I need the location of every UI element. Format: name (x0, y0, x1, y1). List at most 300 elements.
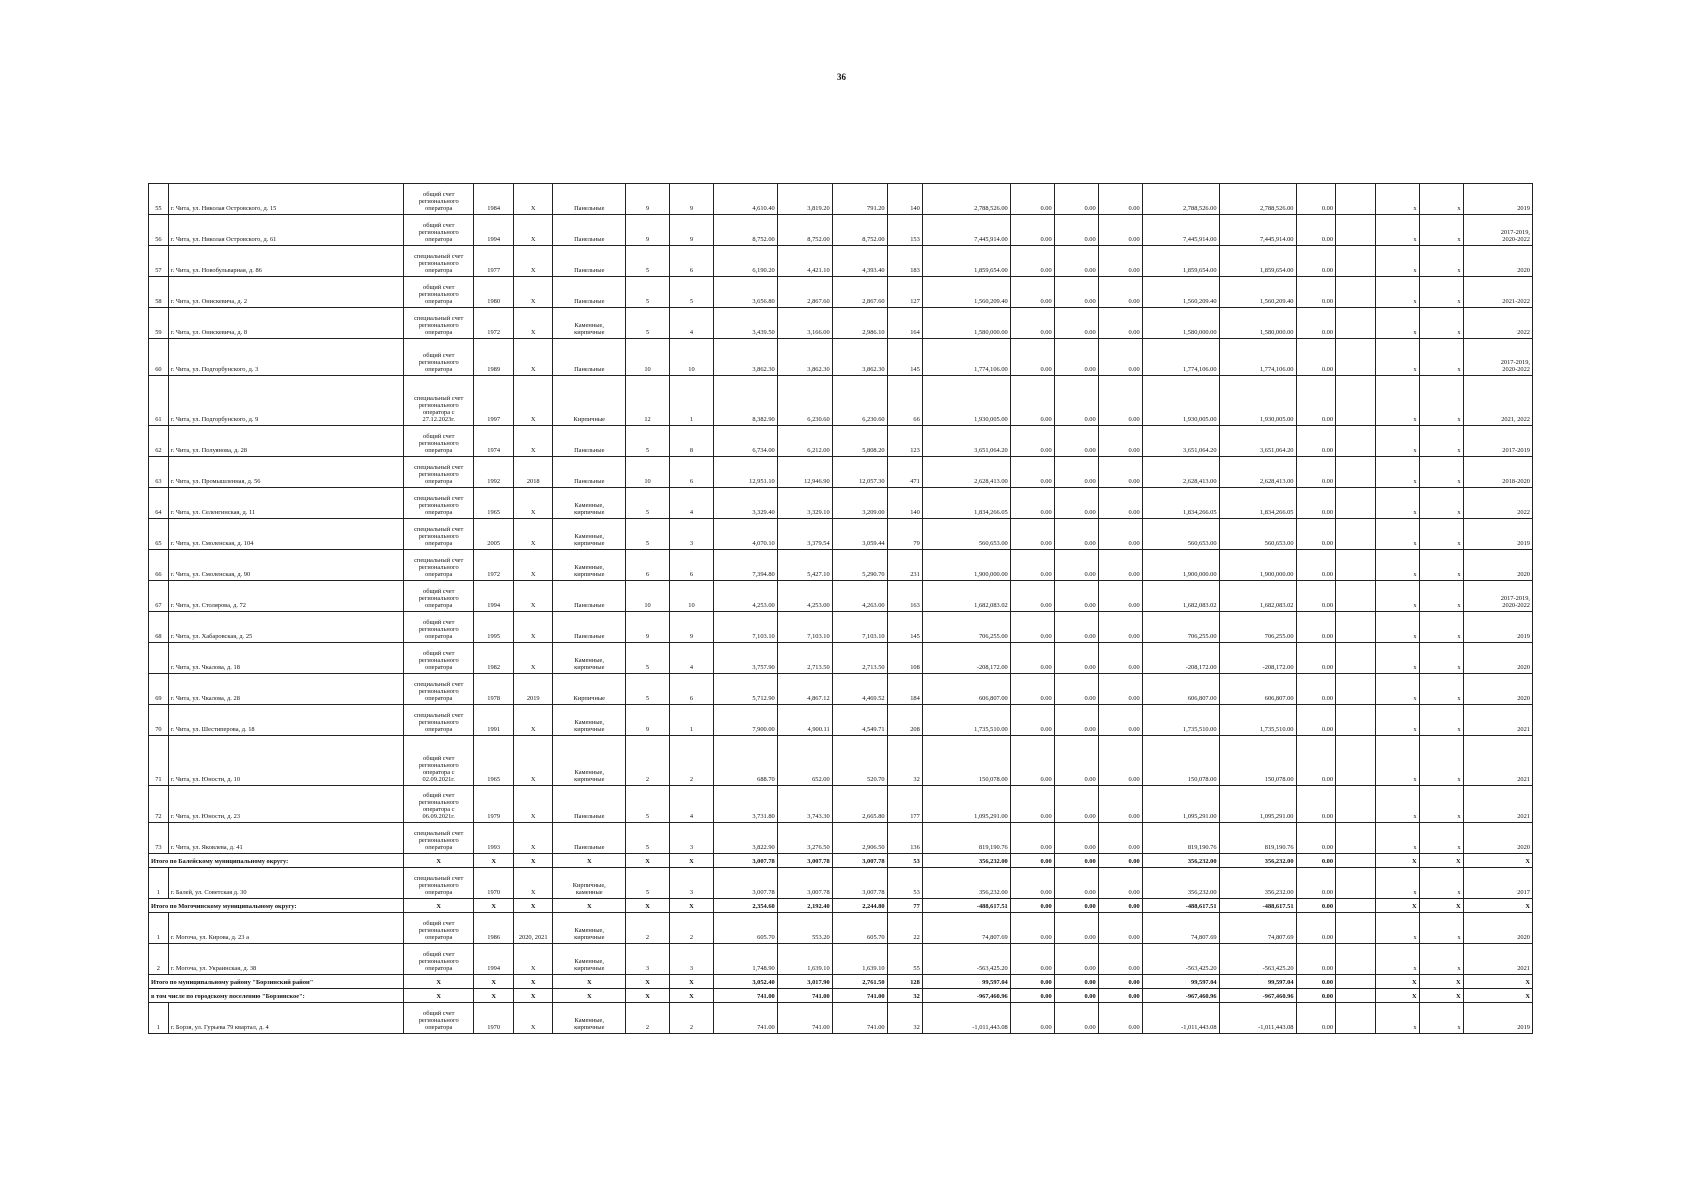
built-year: 1972 (474, 550, 514, 581)
cost-owners: 3,651,064.20 (1142, 426, 1219, 457)
line: 2020-2022 (1502, 236, 1530, 244)
premises-area: 2,713.50 (777, 643, 832, 674)
row-number: 1 (149, 1003, 169, 1034)
line: 2020 (1517, 844, 1530, 852)
cost-local: 0.00 (1098, 868, 1142, 899)
entrances: Х (670, 989, 714, 1003)
line: оператора (425, 236, 453, 244)
cost-regional: 0.00 (1054, 246, 1098, 277)
total-area: 3,862.30 (713, 339, 777, 376)
reconstruction-year: Х (513, 899, 553, 913)
living-area: 4,393.40 (832, 246, 887, 277)
line: Х (1525, 993, 1530, 1001)
total-area: 3,822.90 (713, 823, 777, 854)
total-label: Итого по муниципальному району "Борзинский район" (149, 975, 404, 989)
line: кирпичные (574, 1024, 605, 1032)
repair-years (1463, 488, 1532, 519)
line: Каменные, (574, 657, 604, 665)
cost-local: 0.00 (1098, 376, 1142, 426)
line: Каменные, (574, 719, 604, 727)
repair-years (1463, 989, 1532, 1003)
line: оператора (425, 889, 453, 897)
floors: 9 (626, 215, 670, 246)
fund-method (404, 519, 474, 550)
entrances: 1 (670, 376, 714, 426)
cost-col10: х (1419, 308, 1463, 339)
premises-area: 3,007.78 (777, 868, 832, 899)
table-row (149, 944, 1533, 975)
house-address: г. Чита, ул. Юности, д. 23 (168, 786, 403, 823)
row-number: 63 (149, 457, 169, 488)
cost-col9: х (1375, 550, 1419, 581)
cost-local: 0.00 (1098, 705, 1142, 736)
wall-material (553, 736, 626, 786)
total-area: 7,900.00 (713, 705, 777, 736)
line: Х (1525, 903, 1530, 911)
living-area: 7,103.10 (832, 612, 887, 643)
built-year: 1993 (474, 823, 514, 854)
cost-local: 0.00 (1098, 308, 1142, 339)
living-area: 6,230.60 (832, 376, 887, 426)
repair-years (1463, 899, 1532, 913)
premises-area: 4,253.00 (777, 581, 832, 612)
line: Х (436, 979, 441, 987)
entrances: 2 (670, 736, 714, 786)
entrances: Х (670, 899, 714, 913)
entrances: 6 (670, 246, 714, 277)
residents: 55 (887, 944, 922, 975)
fund-method (404, 426, 474, 457)
cost-other: 0.00 (1296, 854, 1336, 868)
total-area: 3,007.78 (713, 868, 777, 899)
cost-owners: 1,930,005.00 (1142, 376, 1219, 426)
cost-total: -967,460.96 (922, 989, 1010, 1003)
cost-col8 (1336, 308, 1376, 339)
line: регионального (418, 291, 459, 299)
line: Каменные, (574, 958, 604, 966)
repair-years (1463, 339, 1532, 376)
row-number: 1 (149, 868, 169, 899)
premises-area: 3,276.50 (777, 823, 832, 854)
entrances: 10 (670, 581, 714, 612)
total-area: 4,610.40 (713, 184, 777, 215)
repair-years (1463, 246, 1532, 277)
line: регионального (418, 657, 459, 665)
table-row (149, 913, 1533, 944)
cost-local: 0.00 (1098, 975, 1142, 989)
table-row (149, 868, 1533, 899)
repair-years (1463, 786, 1532, 823)
cost-fund: 356,232.00 (1219, 868, 1296, 899)
cost-fund: -488,617.51 (1219, 899, 1296, 913)
line: Панельные (574, 298, 605, 306)
cost-col10: Х (1419, 854, 1463, 868)
capital-repair-register-table (148, 183, 1533, 1034)
repair-years (1463, 376, 1532, 426)
line: Каменные, (574, 564, 604, 572)
built-year: 1978 (474, 674, 514, 705)
living-area: 5,290.70 (832, 550, 887, 581)
row-number: 65 (149, 519, 169, 550)
cost-other: 0.00 (1296, 581, 1336, 612)
line: регионального (418, 958, 459, 966)
row-number: 59 (149, 308, 169, 339)
row-number: 2 (149, 944, 169, 975)
entrances: 4 (670, 643, 714, 674)
cost-owners: 1,682,083.02 (1142, 581, 1219, 612)
fund-method (404, 854, 474, 868)
living-area: 2,244.80 (832, 899, 887, 913)
line: общий счет (423, 951, 455, 959)
cost-fund: -967,460.96 (1219, 989, 1296, 1003)
living-area: 791.20 (832, 184, 887, 215)
cost-local: 0.00 (1098, 786, 1142, 823)
line: Панельные (574, 447, 605, 455)
cost-col9: х (1375, 215, 1419, 246)
cost-col10: х (1419, 550, 1463, 581)
line: 2019 (1517, 633, 1530, 641)
cost-regional: 0.00 (1054, 989, 1098, 1003)
cost-other: 0.00 (1296, 457, 1336, 488)
reconstruction-year: Х (513, 215, 553, 246)
living-area: 2,906.50 (832, 823, 887, 854)
cost-col8 (1336, 550, 1376, 581)
reconstruction-year: Х (513, 612, 553, 643)
reconstruction-year: Х (513, 308, 553, 339)
line: Панельные (574, 205, 605, 213)
cost-fund: -208,172.00 (1219, 643, 1296, 674)
cost-col8 (1336, 674, 1376, 705)
cost-other: 0.00 (1296, 913, 1336, 944)
floors: 10 (626, 581, 670, 612)
built-year: 1995 (474, 612, 514, 643)
entrances: 6 (670, 550, 714, 581)
residents: 145 (887, 612, 922, 643)
reconstruction-year: Х (513, 868, 553, 899)
line: регионального (418, 533, 459, 541)
cost-other: 0.00 (1296, 426, 1336, 457)
cost-total: 2,788,526.00 (922, 184, 1010, 215)
built-year: 2005 (474, 519, 514, 550)
cost-fund: 1,774,106.00 (1219, 339, 1296, 376)
line: 2021-2022 (1502, 298, 1530, 306)
total-area: 688.70 (713, 736, 777, 786)
wall-material (553, 277, 626, 308)
cost-regional: 0.00 (1054, 339, 1098, 376)
cost-regional: 0.00 (1054, 308, 1098, 339)
wall-material (553, 643, 626, 674)
line: специальный счет (414, 395, 464, 403)
fund-method (404, 868, 474, 899)
repair-years (1463, 975, 1532, 989)
line: оператора (425, 633, 453, 641)
floors: 2 (626, 913, 670, 944)
repair-years (1463, 519, 1532, 550)
cost-col10: х (1419, 246, 1463, 277)
line: 2020 (1517, 571, 1530, 579)
wall-material (553, 246, 626, 277)
cost-total: -488,617.51 (922, 899, 1010, 913)
cost-fund: 7,445,914.00 (1219, 215, 1296, 246)
cost-regional: 0.00 (1054, 376, 1098, 426)
line: Каменные, (574, 769, 604, 777)
cost-regional: 0.00 (1054, 899, 1098, 913)
cost-col10: х (1419, 581, 1463, 612)
cost-regional: 0.00 (1054, 786, 1098, 823)
cost-total: 1,560,209.40 (922, 277, 1010, 308)
house-address: г. Чита, ул. Подгорбунского, д. 9 (168, 376, 403, 426)
cost-federal: 0.00 (1010, 786, 1054, 823)
residents: 32 (887, 1003, 922, 1034)
residents: 184 (887, 674, 922, 705)
table-row (149, 823, 1533, 854)
register-body (149, 184, 1533, 1034)
cost-col8 (1336, 426, 1376, 457)
repair-years (1463, 868, 1532, 899)
built-year: Х (474, 975, 514, 989)
line: регионального (418, 837, 459, 845)
line: 2020 (1517, 695, 1530, 703)
line: оператора (425, 602, 453, 610)
cost-col8 (1336, 736, 1376, 786)
cost-owners: -1,011,443.08 (1142, 1003, 1219, 1034)
line: Панельные (574, 267, 605, 275)
line: Панельные (574, 602, 605, 610)
cost-other: 0.00 (1296, 786, 1336, 823)
cost-federal: 0.00 (1010, 868, 1054, 899)
cost-col10: Х (1419, 899, 1463, 913)
reconstruction-year: 2019 (513, 674, 553, 705)
entrances: 4 (670, 786, 714, 823)
line: регионального (418, 440, 459, 448)
fund-method (404, 308, 474, 339)
repair-years (1463, 277, 1532, 308)
cost-col10: Х (1419, 989, 1463, 1003)
table-row (149, 736, 1533, 786)
residents: 32 (887, 989, 922, 1003)
cost-col8 (1336, 705, 1376, 736)
line: специальный счет (414, 712, 464, 720)
line: Х (586, 903, 592, 911)
cost-regional: 0.00 (1054, 550, 1098, 581)
line: 2021 (1517, 965, 1530, 973)
cost-owners: 560,653.00 (1142, 519, 1219, 550)
cost-col8 (1336, 519, 1376, 550)
cost-local: 0.00 (1098, 277, 1142, 308)
cost-other: 0.00 (1296, 944, 1336, 975)
cost-col10: х (1419, 786, 1463, 823)
reconstruction-year: Х (513, 643, 553, 674)
row-number: 57 (149, 246, 169, 277)
wall-material (553, 457, 626, 488)
floors: 5 (626, 823, 670, 854)
built-year: 1991 (474, 705, 514, 736)
fund-method (404, 705, 474, 736)
wall-material (553, 376, 626, 426)
cost-federal: 0.00 (1010, 246, 1054, 277)
page-number: 36 (837, 72, 846, 82)
residents: 53 (887, 868, 922, 899)
cost-total: 1,095,291.00 (922, 786, 1010, 823)
wall-material (553, 215, 626, 246)
premises-area: 3,819.20 (777, 184, 832, 215)
cost-regional: 0.00 (1054, 519, 1098, 550)
cost-owners: 1,095,291.00 (1142, 786, 1219, 823)
cost-total: -563,425.20 (922, 944, 1010, 975)
entrances: 2 (670, 913, 714, 944)
reconstruction-year: Х (513, 246, 553, 277)
cost-local: 0.00 (1098, 1003, 1142, 1034)
residents: 177 (887, 786, 922, 823)
entrances: 3 (670, 823, 714, 854)
line: Х (436, 858, 441, 866)
cost-local: 0.00 (1098, 643, 1142, 674)
cost-federal: 0.00 (1010, 913, 1054, 944)
floors: 5 (626, 277, 670, 308)
wall-material (553, 854, 626, 868)
row-number: 68 (149, 612, 169, 643)
cost-regional: 0.00 (1054, 868, 1098, 899)
premises-area: 3,743.30 (777, 786, 832, 823)
line: кирпичные (574, 776, 605, 784)
repair-years (1463, 308, 1532, 339)
cost-other: 0.00 (1296, 674, 1336, 705)
cost-owners: -488,617.51 (1142, 899, 1219, 913)
residents: 140 (887, 488, 922, 519)
row-number: 61 (149, 376, 169, 426)
living-area: 3,209.00 (832, 488, 887, 519)
line: оператора с (422, 409, 455, 417)
premises-area: 1,639.10 (777, 944, 832, 975)
line: специальный счет (414, 681, 464, 689)
living-area: 3,059.44 (832, 519, 887, 550)
floors: Х (626, 975, 670, 989)
cost-owners: 7,445,914.00 (1142, 215, 1219, 246)
premises-area: 553.20 (777, 913, 832, 944)
cost-col10: х (1419, 868, 1463, 899)
cost-fund: -563,425.20 (1219, 944, 1296, 975)
line: Х (436, 993, 441, 1001)
floors: 5 (626, 426, 670, 457)
total-row (149, 975, 1533, 989)
cost-regional: 0.00 (1054, 215, 1098, 246)
table-row (149, 457, 1533, 488)
line: Каменные, (574, 927, 604, 935)
cost-local: 0.00 (1098, 457, 1142, 488)
built-year: 1977 (474, 246, 514, 277)
residents: 53 (887, 854, 922, 868)
cost-total: 606,807.00 (922, 674, 1010, 705)
premises-area: 741.00 (777, 989, 832, 1003)
reconstruction-year: Х (513, 184, 553, 215)
residents: 123 (887, 426, 922, 457)
floors: Х (626, 989, 670, 1003)
premises-area: 12,946.90 (777, 457, 832, 488)
fund-method (404, 376, 474, 426)
cost-local: 0.00 (1098, 215, 1142, 246)
cost-other: 0.00 (1296, 612, 1336, 643)
cost-fund: 2,628,413.00 (1219, 457, 1296, 488)
line: оператора (425, 267, 453, 275)
line: оператора (425, 447, 453, 455)
line: 2021 (1517, 776, 1530, 784)
line: общий счет (423, 352, 455, 360)
wall-material (553, 184, 626, 215)
line: 2020 (1517, 267, 1530, 275)
total-row (149, 989, 1533, 1003)
cost-fund: 1,560,209.40 (1219, 277, 1296, 308)
fund-method (404, 339, 474, 376)
premises-area: 3,379.54 (777, 519, 832, 550)
total-area: 4,253.00 (713, 581, 777, 612)
cost-col9: х (1375, 705, 1419, 736)
living-area: 1,639.10 (832, 944, 887, 975)
cost-owners: 706,255.00 (1142, 612, 1219, 643)
cost-local: 0.00 (1098, 899, 1142, 913)
house-address: г. Могоча, ул. Кирова, д. 23 а (168, 913, 403, 944)
house-address: г. Чита, ул. Хабаровская, д. 25 (168, 612, 403, 643)
cost-col9: х (1375, 308, 1419, 339)
cost-total: -208,172.00 (922, 643, 1010, 674)
line: регионального (418, 502, 459, 510)
cost-col9: х (1375, 612, 1419, 643)
line: общий счет (423, 1010, 455, 1018)
cost-col10: х (1419, 339, 1463, 376)
residents: 163 (887, 581, 922, 612)
cost-col10: х (1419, 674, 1463, 705)
table-row (149, 184, 1533, 215)
reconstruction-year: Х (513, 823, 553, 854)
line: общий счет (423, 619, 455, 627)
house-address: г. Чита, ул. Подгорбунского, д. 3 (168, 339, 403, 376)
cost-local: 0.00 (1098, 612, 1142, 643)
line: общий счет (423, 433, 455, 441)
floors: 9 (626, 612, 670, 643)
cost-col10: х (1419, 426, 1463, 457)
cost-federal: 0.00 (1010, 1003, 1054, 1034)
line: кирпичные (574, 540, 605, 548)
line: 2020 (1517, 664, 1530, 672)
floors: 5 (626, 674, 670, 705)
cost-local: 0.00 (1098, 989, 1142, 1003)
wall-material (553, 705, 626, 736)
line: регионального (418, 1017, 459, 1025)
row-number (149, 643, 169, 674)
table-row (149, 339, 1533, 376)
fund-method (404, 823, 474, 854)
cost-local: 0.00 (1098, 913, 1142, 944)
house-address: г. Могоча, ул. Украинская, д. 38 (168, 944, 403, 975)
built-year: 1992 (474, 457, 514, 488)
wall-material (553, 989, 626, 1003)
entrances: Х (670, 854, 714, 868)
reconstruction-year: Х (513, 1003, 553, 1034)
built-year: 1970 (474, 868, 514, 899)
line: оператора (425, 366, 453, 374)
line: кирпичные (574, 664, 605, 672)
reconstruction-year: 2018 (513, 457, 553, 488)
cost-federal: 0.00 (1010, 705, 1054, 736)
fund-method (404, 277, 474, 308)
cost-regional: 0.00 (1054, 854, 1098, 868)
cost-other: 0.00 (1296, 975, 1336, 989)
wall-material (553, 944, 626, 975)
cost-regional: 0.00 (1054, 1003, 1098, 1034)
fund-method (404, 215, 474, 246)
cost-col8 (1336, 1003, 1376, 1034)
line: Панельные (574, 633, 605, 641)
row-number: 56 (149, 215, 169, 246)
